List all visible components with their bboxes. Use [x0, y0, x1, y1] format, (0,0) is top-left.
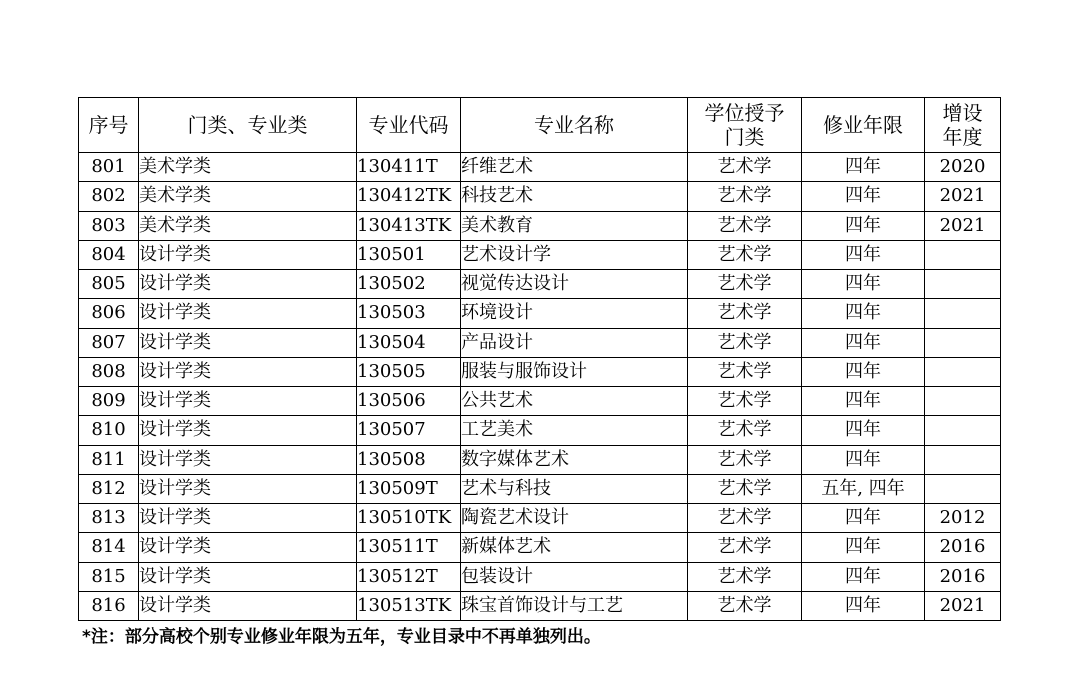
cell-degree: 艺术学	[688, 562, 802, 591]
cell-code: 130508	[357, 445, 461, 474]
cell-year	[925, 270, 1001, 299]
cell-name: 产品设计	[461, 328, 688, 357]
cell-year	[925, 387, 1001, 416]
table-row	[79, 240, 1001, 269]
cell-year	[925, 416, 1001, 445]
cell-code: 130501	[357, 240, 461, 269]
cell-no: 810	[79, 416, 139, 445]
cell-code: 130511T	[357, 533, 461, 562]
cell-year: 2012	[925, 504, 1001, 533]
cell-duration: 五年, 四年	[802, 474, 925, 503]
cell-category: 设计学类	[139, 240, 357, 269]
cell-name: 纤维艺术	[461, 153, 688, 182]
cell-no: 807	[79, 328, 139, 357]
table-row	[79, 153, 1001, 182]
cell-duration: 四年	[802, 299, 925, 328]
header-code: 专业代码	[357, 98, 461, 153]
header-degree: 学位授予门类	[688, 98, 802, 153]
cell-duration: 四年	[802, 387, 925, 416]
cell-no: 815	[79, 562, 139, 591]
table-row	[79, 591, 1001, 620]
cell-category: 设计学类	[139, 445, 357, 474]
cell-year: 2021	[925, 182, 1001, 211]
major-catalog-table	[78, 97, 1001, 621]
cell-duration: 四年	[802, 533, 925, 562]
table-row	[79, 445, 1001, 474]
header-category: 门类、专业类	[139, 98, 357, 153]
cell-no: 812	[79, 474, 139, 503]
cell-no: 802	[79, 182, 139, 211]
cell-duration: 四年	[802, 211, 925, 240]
cell-degree: 艺术学	[688, 533, 802, 562]
cell-code: 130505	[357, 357, 461, 386]
cell-degree: 艺术学	[688, 445, 802, 474]
cell-code: 130503	[357, 299, 461, 328]
cell-year: 2016	[925, 533, 1001, 562]
table-row	[79, 474, 1001, 503]
cell-code: 130513TK	[357, 591, 461, 620]
cell-no: 814	[79, 533, 139, 562]
header-name: 专业名称	[461, 98, 688, 153]
cell-year	[925, 474, 1001, 503]
cell-name: 新媒体艺术	[461, 533, 688, 562]
cell-name: 环境设计	[461, 299, 688, 328]
table-row	[79, 299, 1001, 328]
cell-category: 设计学类	[139, 270, 357, 299]
cell-duration: 四年	[802, 153, 925, 182]
cell-code: 130512T	[357, 562, 461, 591]
cell-year: 2016	[925, 562, 1001, 591]
cell-name: 包装设计	[461, 562, 688, 591]
cell-category: 设计学类	[139, 533, 357, 562]
cell-no: 805	[79, 270, 139, 299]
table-row	[79, 270, 1001, 299]
cell-no: 803	[79, 211, 139, 240]
cell-name: 科技艺术	[461, 182, 688, 211]
cell-duration: 四年	[802, 504, 925, 533]
cell-degree: 艺术学	[688, 416, 802, 445]
cell-category: 美术学类	[139, 153, 357, 182]
table-row	[79, 533, 1001, 562]
cell-year	[925, 445, 1001, 474]
cell-degree: 艺术学	[688, 270, 802, 299]
header-duration: 修业年限	[802, 98, 925, 153]
cell-degree: 艺术学	[688, 504, 802, 533]
cell-degree: 艺术学	[688, 474, 802, 503]
cell-name: 陶瓷艺术设计	[461, 504, 688, 533]
cell-duration: 四年	[802, 416, 925, 445]
cell-no: 804	[79, 240, 139, 269]
cell-category: 设计学类	[139, 474, 357, 503]
cell-code: 130509T	[357, 474, 461, 503]
table-row	[79, 357, 1001, 386]
cell-no: 811	[79, 445, 139, 474]
table-body	[79, 153, 1001, 621]
cell-code: 130412TK	[357, 182, 461, 211]
cell-degree: 艺术学	[688, 387, 802, 416]
cell-name: 艺术设计学	[461, 240, 688, 269]
cell-no: 801	[79, 153, 139, 182]
cell-no: 806	[79, 299, 139, 328]
cell-no: 816	[79, 591, 139, 620]
table-row	[79, 387, 1001, 416]
cell-code: 130502	[357, 270, 461, 299]
table-row	[79, 562, 1001, 591]
cell-name: 视觉传达设计	[461, 270, 688, 299]
cell-duration: 四年	[802, 240, 925, 269]
footnote: *注：部分高校个别专业修业年限为五年，专业目录中不再单独列出。	[82, 627, 601, 647]
cell-degree: 艺术学	[688, 299, 802, 328]
cell-year	[925, 240, 1001, 269]
cell-name: 公共艺术	[461, 387, 688, 416]
cell-name: 珠宝首饰设计与工艺	[461, 591, 688, 620]
cell-degree: 艺术学	[688, 240, 802, 269]
cell-degree: 艺术学	[688, 211, 802, 240]
cell-duration: 四年	[802, 270, 925, 299]
table-row	[79, 416, 1001, 445]
cell-name: 艺术与科技	[461, 474, 688, 503]
cell-code: 130510TK	[357, 504, 461, 533]
cell-name: 美术教育	[461, 211, 688, 240]
cell-year: 2021	[925, 591, 1001, 620]
cell-category: 设计学类	[139, 591, 357, 620]
cell-no: 809	[79, 387, 139, 416]
cell-duration: 四年	[802, 357, 925, 386]
table-row	[79, 182, 1001, 211]
header-no: 序号	[79, 98, 139, 153]
table-row	[79, 328, 1001, 357]
cell-code: 130506	[357, 387, 461, 416]
cell-year	[925, 299, 1001, 328]
cell-code: 130411T	[357, 153, 461, 182]
cell-no: 813	[79, 504, 139, 533]
cell-degree: 艺术学	[688, 153, 802, 182]
cell-duration: 四年	[802, 562, 925, 591]
cell-code: 130507	[357, 416, 461, 445]
cell-year: 2021	[925, 211, 1001, 240]
table-header-row	[79, 98, 1001, 153]
cell-code: 130504	[357, 328, 461, 357]
cell-category: 设计学类	[139, 357, 357, 386]
cell-name: 工艺美术	[461, 416, 688, 445]
cell-year	[925, 357, 1001, 386]
cell-duration: 四年	[802, 591, 925, 620]
header-year: 增设年度	[925, 98, 1001, 153]
cell-category: 设计学类	[139, 416, 357, 445]
cell-degree: 艺术学	[688, 591, 802, 620]
cell-category: 设计学类	[139, 299, 357, 328]
cell-degree: 艺术学	[688, 357, 802, 386]
cell-name: 服装与服饰设计	[461, 357, 688, 386]
cell-category: 美术学类	[139, 182, 357, 211]
cell-year	[925, 328, 1001, 357]
table-row	[79, 211, 1001, 240]
cell-year: 2020	[925, 153, 1001, 182]
cell-category: 设计学类	[139, 328, 357, 357]
cell-code: 130413TK	[357, 211, 461, 240]
table-row	[79, 504, 1001, 533]
cell-degree: 艺术学	[688, 328, 802, 357]
cell-duration: 四年	[802, 328, 925, 357]
cell-category: 设计学类	[139, 562, 357, 591]
cell-duration: 四年	[802, 445, 925, 474]
cell-no: 808	[79, 357, 139, 386]
cell-category: 设计学类	[139, 504, 357, 533]
cell-category: 设计学类	[139, 387, 357, 416]
cell-category: 美术学类	[139, 211, 357, 240]
cell-degree: 艺术学	[688, 182, 802, 211]
cell-duration: 四年	[802, 182, 925, 211]
cell-name: 数字媒体艺术	[461, 445, 688, 474]
